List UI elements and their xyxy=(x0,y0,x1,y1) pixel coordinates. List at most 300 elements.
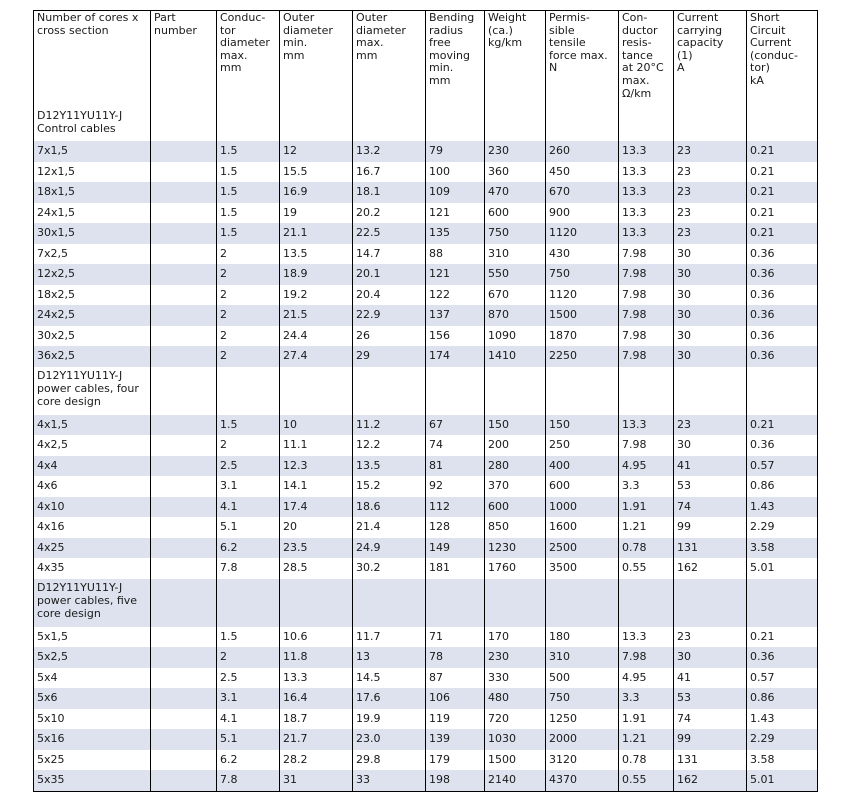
cell-part-number xyxy=(151,223,217,244)
cell-resistance: 7.98 xyxy=(619,435,674,456)
cell-outer-min: 21.1 xyxy=(280,223,353,244)
table-row xyxy=(34,305,818,326)
cell-cores: 5x10 xyxy=(34,709,151,730)
cell-current-capacity: 53 xyxy=(674,476,747,497)
cell-bending-radius: 106 xyxy=(426,688,485,709)
empty-cell xyxy=(217,367,280,415)
cell-cores: 12x1,5 xyxy=(34,162,151,183)
table-header-row xyxy=(34,11,818,108)
cell-current-capacity: 41 xyxy=(674,456,747,477)
cell-resistance: 3.3 xyxy=(619,688,674,709)
cell-tensile-force: 310 xyxy=(546,647,619,668)
cell-conductor-diameter: 2 xyxy=(217,285,280,306)
table-row xyxy=(34,415,818,436)
cell-conductor-diameter: 7.8 xyxy=(217,558,280,579)
header-tensile-force: Permis- sible tensile force max. N xyxy=(546,11,619,108)
cell-current-capacity: 23 xyxy=(674,182,747,203)
cell-outer-max: 17.6 xyxy=(353,688,426,709)
cell-weight: 720 xyxy=(485,709,546,730)
cell-outer-min: 27.4 xyxy=(280,346,353,367)
empty-cell xyxy=(217,579,280,627)
cell-part-number xyxy=(151,750,217,771)
cell-weight: 1500 xyxy=(485,750,546,771)
empty-cell xyxy=(546,367,619,415)
table-row xyxy=(34,558,818,579)
cell-outer-min: 19 xyxy=(280,203,353,224)
cell-resistance: 0.55 xyxy=(619,770,674,791)
cell-part-number xyxy=(151,709,217,730)
cell-part-number xyxy=(151,497,217,518)
cell-current-capacity: 30 xyxy=(674,647,747,668)
cell-weight: 550 xyxy=(485,264,546,285)
cell-weight: 1410 xyxy=(485,346,546,367)
empty-cell xyxy=(546,579,619,627)
cell-current-capacity: 30 xyxy=(674,285,747,306)
cell-bending-radius: 181 xyxy=(426,558,485,579)
cell-outer-min: 16.9 xyxy=(280,182,353,203)
cell-cores: 4x2,5 xyxy=(34,435,151,456)
empty-cell xyxy=(747,579,818,627)
cell-weight: 150 xyxy=(485,415,546,436)
cell-tensile-force: 4370 xyxy=(546,770,619,791)
table-row xyxy=(34,750,818,771)
cell-tensile-force: 900 xyxy=(546,203,619,224)
table-row xyxy=(34,203,818,224)
cell-weight: 750 xyxy=(485,223,546,244)
cell-short-circuit: 5.01 xyxy=(747,558,818,579)
cell-outer-min: 21.5 xyxy=(280,305,353,326)
cell-tensile-force: 260 xyxy=(546,141,619,162)
cell-bending-radius: 156 xyxy=(426,326,485,347)
header-outer-diameter-max: Outer diameter max. mm xyxy=(353,11,426,108)
empty-cell xyxy=(217,107,280,141)
cell-bending-radius: 81 xyxy=(426,456,485,477)
cell-weight: 360 xyxy=(485,162,546,183)
cell-outer-min: 13.3 xyxy=(280,668,353,689)
cell-part-number xyxy=(151,346,217,367)
section-title: D12Y11YU11Y-J Control cables xyxy=(34,107,151,141)
cell-short-circuit: 0.86 xyxy=(747,476,818,497)
cell-part-number xyxy=(151,182,217,203)
cell-cores: 5x35 xyxy=(34,770,151,791)
cell-short-circuit: 1.43 xyxy=(747,497,818,518)
cell-short-circuit: 0.86 xyxy=(747,688,818,709)
cell-cores: 18x1,5 xyxy=(34,182,151,203)
cell-conductor-diameter: 2.5 xyxy=(217,668,280,689)
cell-outer-max: 13.5 xyxy=(353,456,426,477)
cell-part-number xyxy=(151,770,217,791)
table-row xyxy=(34,456,818,477)
cell-bending-radius: 112 xyxy=(426,497,485,518)
cell-current-capacity: 30 xyxy=(674,435,747,456)
cell-resistance: 0.78 xyxy=(619,750,674,771)
cell-outer-max: 11.2 xyxy=(353,415,426,436)
cell-short-circuit: 0.57 xyxy=(747,668,818,689)
cell-part-number xyxy=(151,517,217,538)
cell-part-number xyxy=(151,415,217,436)
cell-current-capacity: 99 xyxy=(674,729,747,750)
table-row xyxy=(34,141,818,162)
cell-weight: 2140 xyxy=(485,770,546,791)
cell-resistance: 1.91 xyxy=(619,709,674,730)
cell-weight: 1230 xyxy=(485,538,546,559)
cell-bending-radius: 139 xyxy=(426,729,485,750)
cell-bending-radius: 74 xyxy=(426,435,485,456)
table-row xyxy=(34,346,818,367)
cell-tensile-force: 750 xyxy=(546,688,619,709)
cell-cores: 4x4 xyxy=(34,456,151,477)
table-row xyxy=(34,627,818,648)
cell-bending-radius: 122 xyxy=(426,285,485,306)
cell-tensile-force: 430 xyxy=(546,244,619,265)
cell-tensile-force: 500 xyxy=(546,668,619,689)
cell-cores: 7x1,5 xyxy=(34,141,151,162)
cell-resistance: 4.95 xyxy=(619,668,674,689)
cell-resistance: 1.91 xyxy=(619,497,674,518)
cell-outer-min: 19.2 xyxy=(280,285,353,306)
cell-outer-min: 12.3 xyxy=(280,456,353,477)
cell-outer-max: 24.9 xyxy=(353,538,426,559)
empty-cell xyxy=(280,367,353,415)
cell-bending-radius: 121 xyxy=(426,203,485,224)
cell-resistance: 13.3 xyxy=(619,203,674,224)
cell-tensile-force: 1250 xyxy=(546,709,619,730)
table-row xyxy=(34,264,818,285)
cell-current-capacity: 23 xyxy=(674,162,747,183)
cell-weight: 170 xyxy=(485,627,546,648)
cell-outer-max: 13 xyxy=(353,647,426,668)
cell-bending-radius: 109 xyxy=(426,182,485,203)
cell-conductor-diameter: 1.5 xyxy=(217,182,280,203)
cell-cores: 36x2,5 xyxy=(34,346,151,367)
cell-outer-max: 19.9 xyxy=(353,709,426,730)
table-row xyxy=(34,435,818,456)
table-row xyxy=(34,538,818,559)
cell-weight: 600 xyxy=(485,497,546,518)
empty-cell xyxy=(619,107,674,141)
cell-conductor-diameter: 2 xyxy=(217,647,280,668)
header-part-number: Part number xyxy=(151,11,217,108)
empty-cell xyxy=(619,367,674,415)
cell-cores: 4x16 xyxy=(34,517,151,538)
cell-current-capacity: 23 xyxy=(674,203,747,224)
cell-outer-min: 20 xyxy=(280,517,353,538)
cell-conductor-diameter: 6.2 xyxy=(217,538,280,559)
cell-current-capacity: 30 xyxy=(674,264,747,285)
cell-short-circuit: 0.36 xyxy=(747,346,818,367)
cell-conductor-diameter: 2 xyxy=(217,435,280,456)
cell-outer-max: 20.2 xyxy=(353,203,426,224)
cell-tensile-force: 3500 xyxy=(546,558,619,579)
section-header-row xyxy=(34,107,818,141)
cell-weight: 670 xyxy=(485,285,546,306)
cell-outer-max: 30.2 xyxy=(353,558,426,579)
cell-resistance: 0.55 xyxy=(619,558,674,579)
empty-cell xyxy=(485,367,546,415)
cell-outer-min: 28.5 xyxy=(280,558,353,579)
cell-weight: 200 xyxy=(485,435,546,456)
table-row xyxy=(34,647,818,668)
cell-outer-max: 13.2 xyxy=(353,141,426,162)
cell-outer-max: 33 xyxy=(353,770,426,791)
cell-outer-max: 14.5 xyxy=(353,668,426,689)
cell-cores: 24x2,5 xyxy=(34,305,151,326)
cell-short-circuit: 0.21 xyxy=(747,415,818,436)
cell-part-number xyxy=(151,141,217,162)
cell-tensile-force: 1000 xyxy=(546,497,619,518)
cell-cores: 4x10 xyxy=(34,497,151,518)
cell-outer-max: 22.5 xyxy=(353,223,426,244)
empty-cell xyxy=(747,107,818,141)
cell-conductor-diameter: 1.5 xyxy=(217,203,280,224)
cell-outer-max: 18.1 xyxy=(353,182,426,203)
empty-cell xyxy=(674,107,747,141)
cell-tensile-force: 1500 xyxy=(546,305,619,326)
cell-current-capacity: 23 xyxy=(674,415,747,436)
cell-current-capacity: 99 xyxy=(674,517,747,538)
cell-short-circuit: 0.36 xyxy=(747,244,818,265)
cell-short-circuit: 0.21 xyxy=(747,203,818,224)
cell-outer-max: 29.8 xyxy=(353,750,426,771)
cell-tensile-force: 400 xyxy=(546,456,619,477)
cell-outer-max: 15.2 xyxy=(353,476,426,497)
cell-weight: 470 xyxy=(485,182,546,203)
table-row xyxy=(34,517,818,538)
cell-current-capacity: 41 xyxy=(674,668,747,689)
cell-resistance: 7.98 xyxy=(619,264,674,285)
cell-conductor-diameter: 2 xyxy=(217,264,280,285)
cell-tensile-force: 1120 xyxy=(546,285,619,306)
cell-outer-min: 15.5 xyxy=(280,162,353,183)
cell-resistance: 13.3 xyxy=(619,141,674,162)
cell-resistance: 0.78 xyxy=(619,538,674,559)
cell-weight: 870 xyxy=(485,305,546,326)
cell-current-capacity: 30 xyxy=(674,346,747,367)
cell-cores: 18x2,5 xyxy=(34,285,151,306)
cell-tensile-force: 2000 xyxy=(546,729,619,750)
cell-outer-max: 18.6 xyxy=(353,497,426,518)
table-row xyxy=(34,244,818,265)
table-row xyxy=(34,729,818,750)
cell-outer-min: 11.8 xyxy=(280,647,353,668)
cell-outer-max: 16.7 xyxy=(353,162,426,183)
table-row xyxy=(34,770,818,791)
cell-part-number xyxy=(151,264,217,285)
section-title: D12Y11YU11Y-J power cables, five core design xyxy=(34,579,151,627)
table-row xyxy=(34,668,818,689)
cell-tensile-force: 1600 xyxy=(546,517,619,538)
cell-resistance: 13.3 xyxy=(619,223,674,244)
cell-outer-min: 17.4 xyxy=(280,497,353,518)
header-cores: Number of cores x cross section xyxy=(34,11,151,108)
cell-tensile-force: 750 xyxy=(546,264,619,285)
empty-cell xyxy=(747,367,818,415)
header-current-capacity: Current carrying capacity (1) A xyxy=(674,11,747,108)
cell-outer-min: 31 xyxy=(280,770,353,791)
cell-bending-radius: 79 xyxy=(426,141,485,162)
cell-conductor-diameter: 2.5 xyxy=(217,456,280,477)
cell-resistance: 13.3 xyxy=(619,627,674,648)
cell-short-circuit: 0.36 xyxy=(747,326,818,347)
cell-outer-min: 23.5 xyxy=(280,538,353,559)
cell-weight: 330 xyxy=(485,668,546,689)
cell-outer-min: 21.7 xyxy=(280,729,353,750)
cell-part-number xyxy=(151,435,217,456)
cell-short-circuit: 0.21 xyxy=(747,223,818,244)
cell-short-circuit: 0.36 xyxy=(747,305,818,326)
cell-outer-min: 24.4 xyxy=(280,326,353,347)
cell-resistance: 4.95 xyxy=(619,456,674,477)
cell-weight: 1030 xyxy=(485,729,546,750)
cell-current-capacity: 23 xyxy=(674,627,747,648)
empty-cell xyxy=(674,367,747,415)
cell-bending-radius: 135 xyxy=(426,223,485,244)
cell-bending-radius: 198 xyxy=(426,770,485,791)
cell-tensile-force: 450 xyxy=(546,162,619,183)
cell-short-circuit: 0.36 xyxy=(747,285,818,306)
cell-bending-radius: 88 xyxy=(426,244,485,265)
cell-part-number xyxy=(151,162,217,183)
cell-part-number xyxy=(151,627,217,648)
cell-conductor-diameter: 3.1 xyxy=(217,688,280,709)
cell-weight: 600 xyxy=(485,203,546,224)
cell-part-number xyxy=(151,326,217,347)
cell-bending-radius: 78 xyxy=(426,647,485,668)
cell-cores: 24x1,5 xyxy=(34,203,151,224)
empty-cell xyxy=(353,579,426,627)
cell-part-number xyxy=(151,729,217,750)
cell-tensile-force: 150 xyxy=(546,415,619,436)
cell-conductor-diameter: 2 xyxy=(217,305,280,326)
table-row xyxy=(34,162,818,183)
table-row xyxy=(34,497,818,518)
cell-bending-radius: 128 xyxy=(426,517,485,538)
cell-short-circuit: 0.36 xyxy=(747,264,818,285)
cell-short-circuit: 2.29 xyxy=(747,517,818,538)
empty-cell xyxy=(353,107,426,141)
cell-conductor-diameter: 2 xyxy=(217,346,280,367)
cell-conductor-diameter: 4.1 xyxy=(217,497,280,518)
cell-part-number xyxy=(151,647,217,668)
cell-weight: 230 xyxy=(485,647,546,668)
cell-outer-min: 14.1 xyxy=(280,476,353,497)
empty-cell xyxy=(426,367,485,415)
cell-conductor-diameter: 1.5 xyxy=(217,162,280,183)
section-header-row xyxy=(34,579,818,627)
table-row xyxy=(34,476,818,497)
cell-tensile-force: 250 xyxy=(546,435,619,456)
cell-current-capacity: 30 xyxy=(674,244,747,265)
section-header-row xyxy=(34,367,818,415)
cell-cores: 12x2,5 xyxy=(34,264,151,285)
cell-cores: 5x6 xyxy=(34,688,151,709)
cell-current-capacity: 74 xyxy=(674,497,747,518)
cell-current-capacity: 53 xyxy=(674,688,747,709)
cell-short-circuit: 3.58 xyxy=(747,750,818,771)
cell-resistance: 13.3 xyxy=(619,415,674,436)
cell-cores: 5x16 xyxy=(34,729,151,750)
cell-outer-min: 28.2 xyxy=(280,750,353,771)
cell-outer-min: 10 xyxy=(280,415,353,436)
cell-current-capacity: 30 xyxy=(674,305,747,326)
cell-cores: 4x6 xyxy=(34,476,151,497)
cell-conductor-diameter: 1.5 xyxy=(217,415,280,436)
cell-outer-max: 12.2 xyxy=(353,435,426,456)
cell-resistance: 1.21 xyxy=(619,517,674,538)
cell-short-circuit: 0.57 xyxy=(747,456,818,477)
empty-cell xyxy=(619,579,674,627)
cell-part-number xyxy=(151,305,217,326)
cell-current-capacity: 74 xyxy=(674,709,747,730)
cell-outer-max: 14.7 xyxy=(353,244,426,265)
cell-outer-max: 22.9 xyxy=(353,305,426,326)
cell-part-number xyxy=(151,538,217,559)
cell-outer-min: 12 xyxy=(280,141,353,162)
cell-current-capacity: 131 xyxy=(674,750,747,771)
empty-cell xyxy=(426,107,485,141)
cell-resistance: 7.98 xyxy=(619,285,674,306)
cell-part-number xyxy=(151,558,217,579)
table-row xyxy=(34,326,818,347)
cell-current-capacity: 23 xyxy=(674,223,747,244)
cell-outer-max: 29 xyxy=(353,346,426,367)
cell-tensile-force: 2500 xyxy=(546,538,619,559)
cell-short-circuit: 0.36 xyxy=(747,647,818,668)
section-title: D12Y11YU11Y-J power cables, four core design xyxy=(34,367,151,415)
cell-short-circuit: 1.43 xyxy=(747,709,818,730)
cell-short-circuit: 0.36 xyxy=(747,435,818,456)
cell-tensile-force: 1870 xyxy=(546,326,619,347)
cell-bending-radius: 179 xyxy=(426,750,485,771)
header-short-circuit-current: Short Circuit Current (conduc- tor) kA xyxy=(747,11,818,108)
cell-bending-radius: 71 xyxy=(426,627,485,648)
cell-short-circuit: 0.21 xyxy=(747,182,818,203)
cell-short-circuit: 2.29 xyxy=(747,729,818,750)
empty-cell xyxy=(280,579,353,627)
table-row xyxy=(34,709,818,730)
cell-outer-max: 21.4 xyxy=(353,517,426,538)
cell-short-circuit: 0.21 xyxy=(747,162,818,183)
cell-part-number xyxy=(151,203,217,224)
cell-conductor-diameter: 2 xyxy=(217,326,280,347)
cell-outer-max: 20.1 xyxy=(353,264,426,285)
cell-outer-max: 20.4 xyxy=(353,285,426,306)
cell-cores: 7x2,5 xyxy=(34,244,151,265)
cell-resistance: 7.98 xyxy=(619,346,674,367)
cell-resistance: 7.98 xyxy=(619,305,674,326)
cell-cores: 5x4 xyxy=(34,668,151,689)
cell-bending-radius: 174 xyxy=(426,346,485,367)
cell-short-circuit: 5.01 xyxy=(747,770,818,791)
empty-cell xyxy=(674,579,747,627)
cell-tensile-force: 1120 xyxy=(546,223,619,244)
cell-bending-radius: 67 xyxy=(426,415,485,436)
empty-cell xyxy=(280,107,353,141)
cell-current-capacity: 30 xyxy=(674,326,747,347)
cell-conductor-diameter: 2 xyxy=(217,244,280,265)
cell-outer-min: 11.1 xyxy=(280,435,353,456)
cell-short-circuit: 0.21 xyxy=(747,141,818,162)
cell-resistance: 13.3 xyxy=(619,182,674,203)
cell-conductor-diameter: 5.1 xyxy=(217,729,280,750)
header-conductor-diameter: Conduc- tor diameter max. mm xyxy=(217,11,280,108)
cell-current-capacity: 131 xyxy=(674,538,747,559)
cell-conductor-diameter: 7.8 xyxy=(217,770,280,791)
cell-outer-min: 10.6 xyxy=(280,627,353,648)
cell-part-number xyxy=(151,244,217,265)
cell-short-circuit: 0.21 xyxy=(747,627,818,648)
cell-part-number xyxy=(151,476,217,497)
